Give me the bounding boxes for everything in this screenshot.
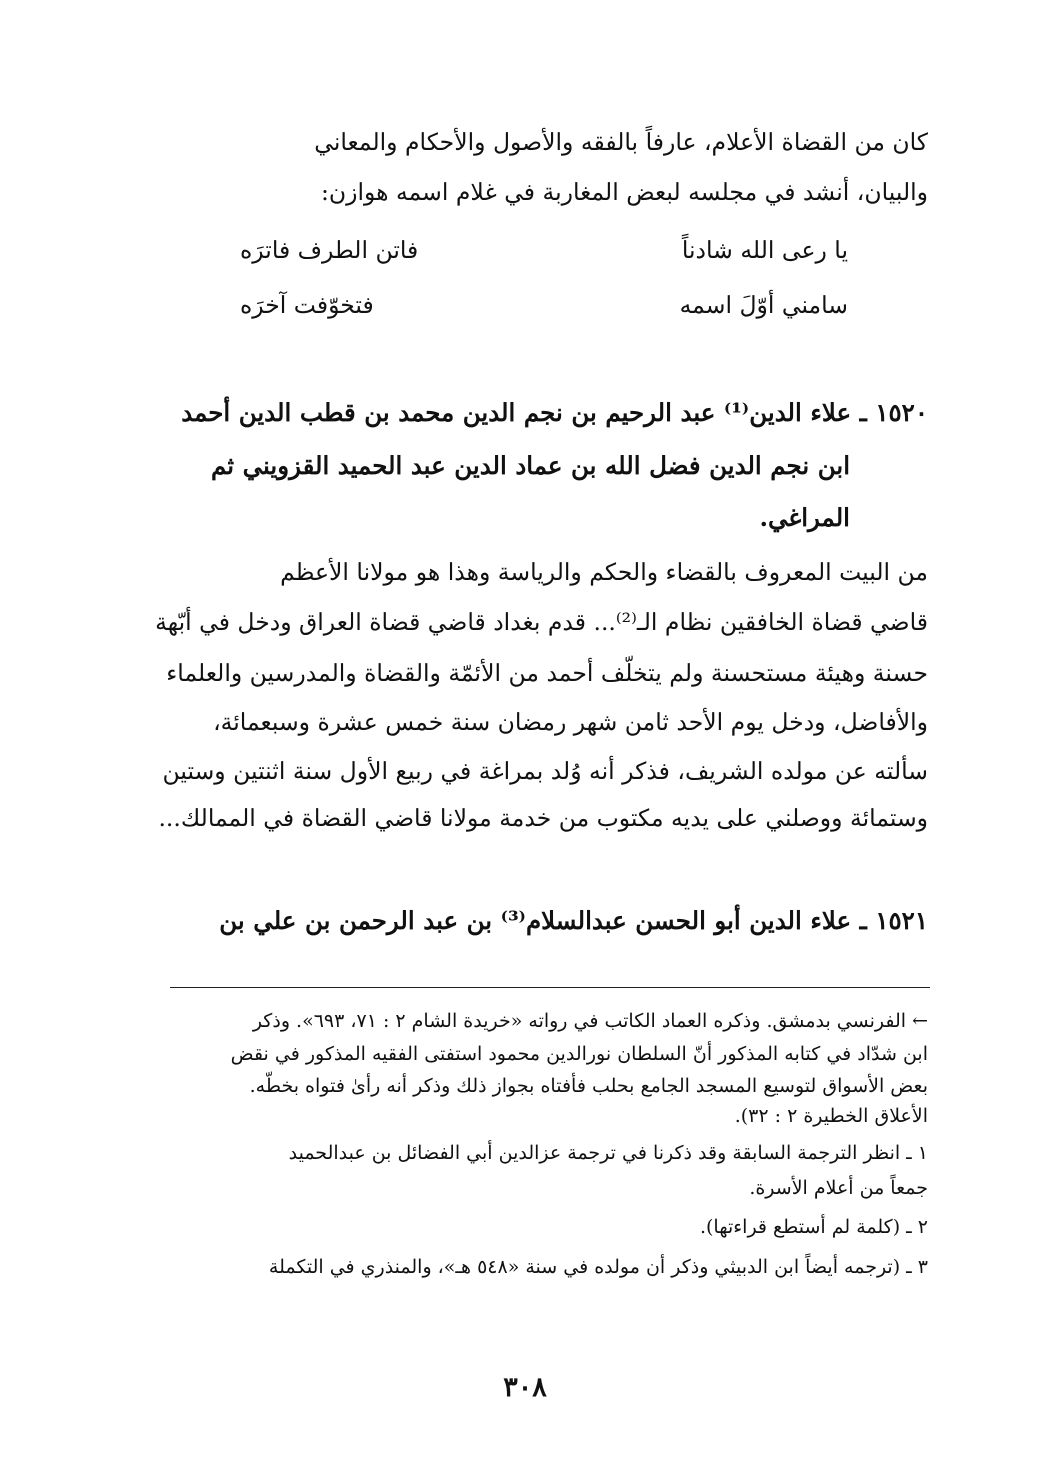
entry-1520-heading-line-3: المراغي. bbox=[759, 503, 850, 532]
footnote-continuation-line-4: الأعلاق الخطيرة ٢ : ٣٢). bbox=[734, 1105, 928, 1127]
entry-1520-body-line-2: قاضي قضاة الخافقين نظام الـ⁽²⁾... قدم بغداد قاضي قضاة العراق ودخل في أبّهة bbox=[155, 608, 928, 636]
footnote-continuation-line-1: ← الفرنسي بدمشق. وذكره العماد الكاتب في رواته «خريدة الشام ٢ : ٧١، ٦٩٣». وذكر bbox=[252, 1010, 928, 1032]
footnote-1-line-2: جمعاً من أعلام الأسرة. bbox=[749, 1177, 928, 1199]
entry-1520-body-line-1: من البيت المعروف بالقضاء والحكم والرياسة وهذا هو مولانا الأعظم bbox=[280, 558, 928, 586]
verse-2-first-hemistich: سامني أوّلَ اسمه bbox=[679, 291, 848, 319]
entry-1520-body-line-3: حسنة وهيئة مستحسنة ولم يتخلّف أحمد من الأئمّة والقضاة والمدرسين والعلماء bbox=[166, 659, 928, 687]
footnote-3: ٣ ـ (ترجمه أيضاً ابن الدبيثي وذكر أن مولده في سنة «٥٤٨ هـ»، والمنذري في التكملة bbox=[268, 1256, 928, 1278]
entry-1520-body-line-4: والأفاضل، ودخل يوم الأحد ثامن شهر رمضان سنة خمس عشرة وسبعمائة، bbox=[213, 708, 928, 736]
intro-line-1: كان من القضاة الأعلام، عارفاً بالفقه والأصول والأحكام والمعاني bbox=[314, 128, 928, 156]
footnote-continuation-line-3: بعض الأسواق لتوسيع المسجد الجامع بحلب فأفتاه بجواز ذلك وذكر أنه رأىٰ فتواه بخطّه. bbox=[249, 1075, 928, 1097]
footnote-2: ٢ ـ (كلمة لم أستطع قراءتها). bbox=[699, 1216, 928, 1238]
entry-1520-body-line-5: سألته عن مولده الشريف، فذكر أنه وُلد بمراغة في ربيع الأول سنة اثنتين وستين bbox=[162, 757, 928, 785]
entry-1521-heading: ١٥٢١ ـ علاء الدين أبو الحسن عبدالسلام⁽³⁾ بن عبد الرحمن بن علي بن bbox=[219, 906, 928, 935]
verse-2-second-hemistich: فتخوّفت آخرَه bbox=[240, 291, 374, 319]
footnote-separator bbox=[170, 987, 930, 988]
intro-line-2: والبيان، أنشد في مجلسه لبعض المغاربة في غلام اسمه هوازن: bbox=[320, 178, 928, 206]
verse-1-second-hemistich: فاتن الطرف فاترَه bbox=[240, 236, 419, 264]
entry-1520-body-line-6: وستمائة ووصلني على يديه مكتوب من خدمة مولانا قاضي القضاة في الممالك... bbox=[158, 804, 928, 832]
page-number: ٣٠٨ bbox=[503, 1372, 547, 1403]
entry-1520-heading-line-2: ابن نجم الدين فضل الله بن عماد الدين عبد الحميد القزويني ثم bbox=[210, 451, 850, 480]
footnote-continuation-line-2: ابن شدّاد في كتابه المذكور أنّ السلطان نورالدين محمود استفتى الفقيه المذكور في نقض bbox=[230, 1043, 928, 1065]
verse-1-first-hemistich: يا رعى الله شادناً bbox=[681, 236, 848, 264]
footnote-1-line-1: ١ ـ انظر الترجمة السابقة وقد ذكرنا في ترجمة عزالدين أبي الفضائل بن عبدالحميد bbox=[288, 1142, 928, 1164]
entry-1520-heading-line-1: ١٥٢٠ ـ علاء الدين⁽¹⁾ عبد الرحيم بن نجم الدين محمد بن قطب الدين أحمد bbox=[181, 398, 928, 427]
